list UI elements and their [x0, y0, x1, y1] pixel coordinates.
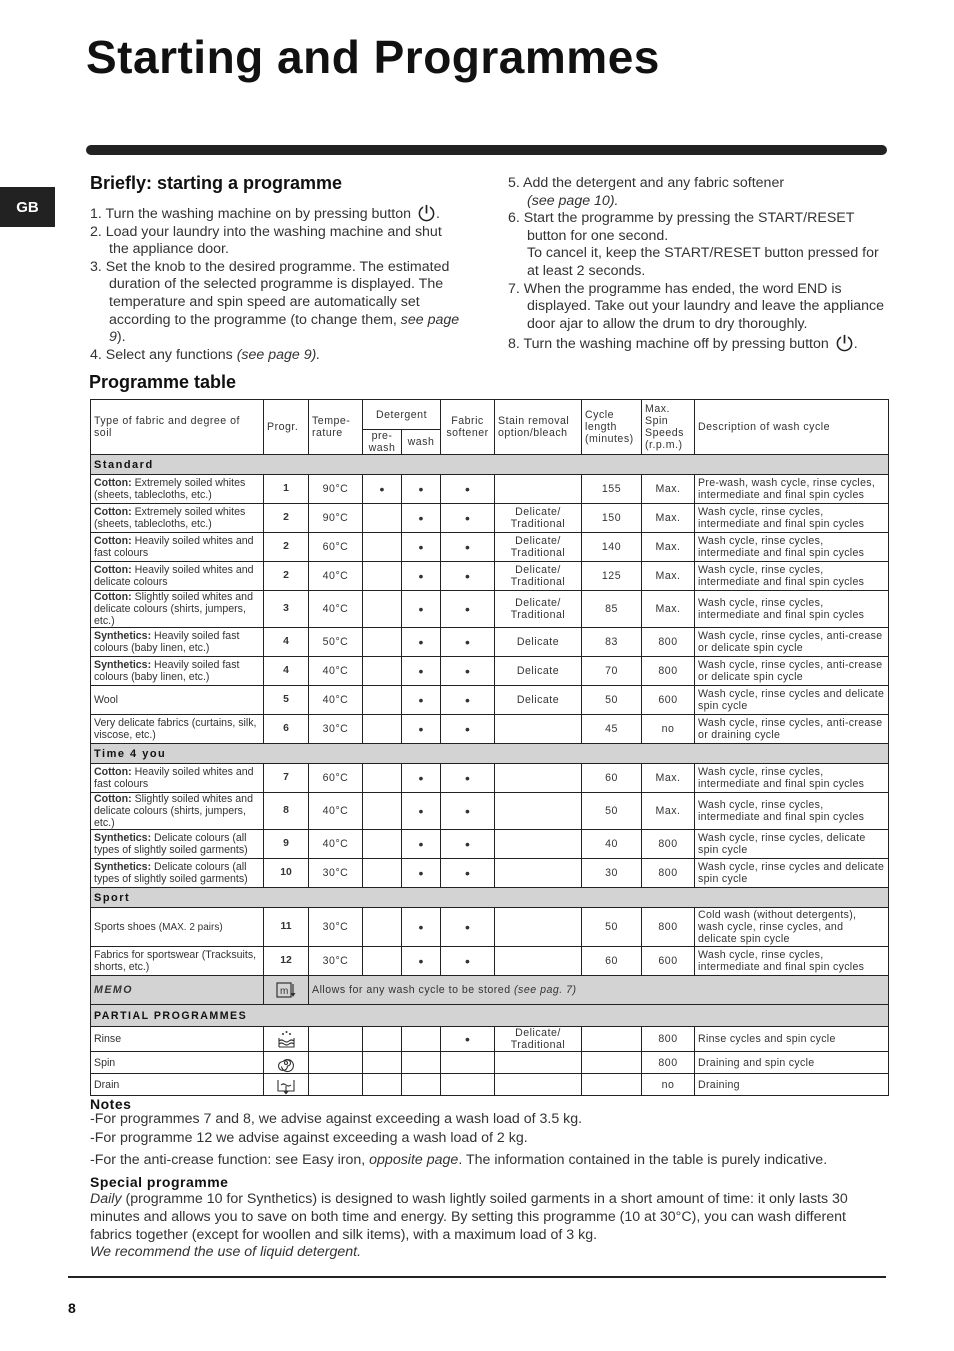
progr-cell: 3 — [264, 591, 309, 628]
prewash-cell — [363, 1052, 402, 1074]
softener-cell: • — [441, 686, 495, 715]
description-cell: Wash cycle, rinse cycles, delicate spin cycle — [695, 830, 889, 859]
wash-cell: • — [402, 591, 441, 628]
temperature-cell: 50°C — [309, 628, 363, 657]
description-cell: Wash cycle, rinse cycles, anti-crease or delicate spin cycle — [695, 657, 889, 686]
softener-cell: • — [441, 533, 495, 562]
stain-cell — [495, 947, 582, 976]
stain-cell — [495, 908, 582, 947]
cycle-cell: 50 — [582, 908, 642, 947]
softener-cell: • — [441, 628, 495, 657]
header-wash: wash — [402, 430, 441, 455]
svg-text:m: m — [280, 986, 289, 997]
temperature-cell: 30°C — [309, 715, 363, 744]
fabric-cell: Cotton: Heavily soiled whites and fast colours — [91, 533, 264, 562]
description-cell: Wash cycle, rinse cycles, intermediate and final spin cycles — [695, 591, 889, 628]
cycle-cell: 125 — [582, 562, 642, 591]
stain-cell: Delicate/ Traditional — [495, 562, 582, 591]
temperature-cell: 90°C — [309, 475, 363, 504]
table-row — [91, 591, 889, 628]
header-prewash: pre-wash — [363, 430, 402, 455]
cycle-cell: 30 — [582, 859, 642, 888]
fabric-cell: Cotton: Extremely soiled whites (sheets, tablecloths, etc.) — [91, 504, 264, 533]
fabric-cell: Wool — [91, 686, 264, 715]
softener-cell — [441, 1074, 495, 1096]
spin-cell: 800 — [642, 830, 695, 859]
wash-cell: • — [402, 628, 441, 657]
progr-cell: 4 — [264, 628, 309, 657]
programme-table-heading: Programme table — [89, 372, 237, 392]
prewash-cell — [363, 715, 402, 744]
title-rule — [86, 145, 887, 155]
note-2: -For programme 12 we advise against exceeding a wash load of 2 kg. — [90, 1130, 528, 1146]
section-sport-label: Sport — [91, 888, 889, 908]
progr-cell: 9 — [264, 830, 309, 859]
description-cell: Wash cycle, rinse cycles, intermediate and final spin cycles — [695, 504, 889, 533]
header-description: Description of wash cycle — [695, 400, 889, 455]
fabric-cell: Cotton: Heavily soiled whites and fast colours — [91, 764, 264, 793]
header-type: Type of fabric and degree of soil — [91, 400, 264, 455]
cycle-cell — [582, 1052, 642, 1074]
table-row — [91, 628, 889, 657]
temperature-cell: 60°C — [309, 764, 363, 793]
spin-cell: 800 — [642, 657, 695, 686]
cycle-cell: 83 — [582, 628, 642, 657]
section-time4you-label: Time 4 you — [91, 744, 889, 764]
wash-cell: • — [402, 859, 441, 888]
cycle-cell: 70 — [582, 657, 642, 686]
temperature-cell: 40°C — [309, 562, 363, 591]
progr-cell: 2 — [264, 562, 309, 591]
wash-cell: • — [402, 764, 441, 793]
fabric-cell: Fabrics for sportswear (Tracksuits, shorts, etc.) — [91, 947, 264, 976]
prewash-cell — [363, 657, 402, 686]
table-row — [91, 1052, 889, 1074]
stain-cell — [495, 859, 582, 888]
description-cell: Cold wash (without detergents), wash cycle, rinse cycles, and delicate spin cycle — [695, 908, 889, 947]
cycle-cell: 140 — [582, 533, 642, 562]
description-cell: Pre-wash, wash cycle, rinse cycles, intermediate and final spin cycles — [695, 475, 889, 504]
memo-description: Allows for any wash cycle to be stored (see pag. 7) — [309, 976, 889, 1005]
temperature-cell — [309, 1027, 363, 1052]
temperature-cell: 30°C — [309, 908, 363, 947]
prewash-cell — [363, 562, 402, 591]
header-progr: Progr. — [264, 400, 309, 455]
prewash-cell — [363, 533, 402, 562]
softener-cell: • — [441, 1027, 495, 1052]
header-temperature: Tempe-rature — [309, 400, 363, 455]
wash-cell: • — [402, 793, 441, 830]
fabric-cell: Sports shoes (MAX. 2 pairs) — [91, 908, 264, 947]
header-stain-removal: Stain removal option/bleach — [495, 400, 582, 455]
cycle-cell: 50 — [582, 793, 642, 830]
description-cell: Draining — [695, 1074, 889, 1096]
page-number: 8 — [68, 1300, 76, 1316]
section-sport — [91, 888, 889, 908]
stain-cell — [495, 715, 582, 744]
temperature-cell: 30°C — [309, 859, 363, 888]
stain-cell — [495, 1074, 582, 1096]
softener-cell: • — [441, 475, 495, 504]
spin-cell: 800 — [642, 1052, 695, 1074]
step-1: 1. Turn the washing machine on by pressing button . — [90, 203, 462, 224]
wash-cell: • — [402, 533, 441, 562]
header-spin-speed: Max. Spin Speeds (r.p.m.) — [642, 400, 695, 455]
spin-cell: no — [642, 1074, 695, 1096]
progr-cell: 2 — [264, 504, 309, 533]
fabric-cell: Synthetics: Heavily soiled fast colours (baby linen, etc.) — [91, 628, 264, 657]
header-detergent: Detergent — [363, 400, 441, 430]
note-1: -For programmes 7 and 8, we advise against exceeding a wash load of 3.5 kg. — [90, 1111, 583, 1127]
progr-cell: 1 — [264, 475, 309, 504]
description-cell: Wash cycle, rinse cycles and delicate spin cycle — [695, 686, 889, 715]
fabric-cell: Very delicate fabrics (curtains, silk, viscose, etc.) — [91, 715, 264, 744]
prewash-cell — [363, 793, 402, 830]
cycle-cell: 155 — [582, 475, 642, 504]
progr-cell: 8 — [264, 793, 309, 830]
table-row — [91, 686, 889, 715]
spin-cell: 800 — [642, 908, 695, 947]
temperature-cell: 90°C — [309, 504, 363, 533]
temperature-cell: 40°C — [309, 591, 363, 628]
fabric-cell: Cotton: Heavily soiled whites and delicate colours — [91, 562, 264, 591]
notes-heading: Notes — [90, 1096, 132, 1112]
partial-icon-cell — [264, 1074, 309, 1096]
language-tab: GB — [0, 187, 55, 227]
step-4: 4. Select any functions (see page 9). — [90, 346, 321, 363]
memo-label: MEMO — [91, 976, 264, 1005]
rinse-icon — [276, 1029, 296, 1049]
fabric-cell: Cotton: Extremely soiled whites (sheets, tablecloths, etc.) — [91, 475, 264, 504]
fabric-cell: Cotton: Slightly soiled whites and delicate colours (shirts, jumpers, etc.) — [91, 591, 264, 628]
stain-cell — [495, 764, 582, 793]
stain-cell: Delicate — [495, 686, 582, 715]
description-cell: Draining and spin cycle — [695, 1052, 889, 1074]
step-2: 2. Load your laundry into the washing machine and shut the appliance door. — [90, 223, 442, 258]
prewash-cell — [363, 859, 402, 888]
stain-cell: Delicate — [495, 628, 582, 657]
wash-cell: • — [402, 686, 441, 715]
spin-cell: no — [642, 715, 695, 744]
wash-cell: • — [402, 475, 441, 504]
spin-cell: 800 — [642, 859, 695, 888]
table-row — [91, 715, 889, 744]
table-row — [91, 475, 889, 504]
progr-cell: 10 — [264, 859, 309, 888]
spin-cell: Max. — [642, 533, 695, 562]
section-standard-label: Standard — [91, 455, 889, 475]
cycle-cell — [582, 1074, 642, 1096]
wash-cell: • — [402, 562, 441, 591]
cycle-cell: 60 — [582, 947, 642, 976]
softener-cell: • — [441, 793, 495, 830]
fabric-cell: Cotton: Slightly soiled whites and delicate colours (shirts, jumpers, etc.) — [91, 793, 264, 830]
section-time4you — [91, 744, 889, 764]
fabric-cell: Rinse — [91, 1027, 264, 1052]
progr-cell: 7 — [264, 764, 309, 793]
prewash-cell — [363, 908, 402, 947]
spin-cell: 800 — [642, 628, 695, 657]
table-row — [91, 793, 889, 830]
stain-cell: Delicate/ Traditional — [495, 504, 582, 533]
prewash-cell — [363, 830, 402, 859]
description-cell: Wash cycle, rinse cycles, intermediate and final spin cycles — [695, 764, 889, 793]
page-title: Starting and Programmes — [86, 31, 660, 83]
wash-cell — [402, 1052, 441, 1074]
section-partial-label: PARTIAL PROGRAMMES — [91, 1005, 889, 1027]
wash-cell: • — [402, 504, 441, 533]
softener-cell — [441, 1052, 495, 1074]
spin-cell: Max. — [642, 793, 695, 830]
spin-cell: Max. — [642, 562, 695, 591]
stain-cell — [495, 1052, 582, 1074]
step-8: 8. Turn the washing machine off by pressing button . — [508, 333, 886, 354]
prewash-cell: • — [363, 475, 402, 504]
table-row — [91, 657, 889, 686]
cycle-cell: 60 — [582, 764, 642, 793]
programme-table-body — [91, 455, 889, 1096]
description-cell: Wash cycle, rinse cycles, anti-crease or delicate spin cycle — [695, 628, 889, 657]
wash-cell: • — [402, 657, 441, 686]
drain-icon — [275, 1075, 297, 1095]
table-row — [91, 533, 889, 562]
cycle-cell: 40 — [582, 830, 642, 859]
header-fabric-softener: Fabric softener — [441, 400, 495, 455]
softener-cell: • — [441, 908, 495, 947]
fabric-cell: Synthetics: Delicate colours (all types of slightly soiled garments) — [91, 859, 264, 888]
temperature-cell: 40°C — [309, 686, 363, 715]
softener-cell: • — [441, 947, 495, 976]
bottom-rule — [68, 1276, 886, 1278]
spin-cell: Max. — [642, 475, 695, 504]
fabric-cell: Synthetics: Heavily soiled fast colours (baby linen, etc.) — [91, 657, 264, 686]
wash-cell: • — [402, 908, 441, 947]
temperature-cell: 40°C — [309, 657, 363, 686]
programme-table — [90, 399, 889, 1096]
description-cell: Wash cycle, rinse cycles, intermediate and final spin cycles — [695, 533, 889, 562]
spin-icon — [276, 1053, 296, 1073]
progr-cell: 4 — [264, 657, 309, 686]
step-7: 7. When the programme has ended, the word END is displayed. Take out your laundry and leave the appliance door ajar to allow the drum to dry thoroughly. — [508, 280, 885, 332]
header-cycle-length: Cycle length (minutes) — [582, 400, 642, 455]
prewash-cell — [363, 1074, 402, 1096]
temperature-cell: 30°C — [309, 947, 363, 976]
description-cell: Wash cycle, rinse cycles, intermediate and final spin cycles — [695, 562, 889, 591]
spin-cell: 800 — [642, 1027, 695, 1052]
step-3: 3. Set the knob to the desired programme. The estimated duration of the selected programme is displayed. The temperature and spin speed are automatically set according to the programme (to change them, see page 9). — [90, 258, 460, 346]
softener-cell: • — [441, 830, 495, 859]
memo-icon — [275, 980, 297, 1000]
section-standard — [91, 455, 889, 475]
table-row — [91, 764, 889, 793]
temperature-cell: 40°C — [309, 830, 363, 859]
spin-cell: Max. — [642, 504, 695, 533]
softener-cell: • — [441, 764, 495, 793]
description-cell: Wash cycle, rinse cycles and delicate spin cycle — [695, 859, 889, 888]
memo-row — [91, 976, 889, 1005]
spin-cell: Max. — [642, 764, 695, 793]
stain-cell — [495, 475, 582, 504]
table-row — [91, 947, 889, 976]
cycle-cell: 50 — [582, 686, 642, 715]
cycle-cell: 150 — [582, 504, 642, 533]
softener-cell: • — [441, 591, 495, 628]
prewash-cell — [363, 947, 402, 976]
table-row — [91, 1027, 889, 1052]
spin-cell: 600 — [642, 686, 695, 715]
fabric-cell: Synthetics: Delicate colours (all types of slightly soiled garments) — [91, 830, 264, 859]
wash-cell — [402, 1074, 441, 1096]
stain-cell — [495, 830, 582, 859]
softener-cell: • — [441, 504, 495, 533]
description-cell: Wash cycle, rinse cycles, anti-crease or draining cycle — [695, 715, 889, 744]
steps-list-right — [508, 175, 886, 354]
section-partial — [91, 1005, 889, 1027]
temperature-cell — [309, 1074, 363, 1096]
wash-cell: • — [402, 715, 441, 744]
progr-cell: 6 — [264, 715, 309, 744]
wash-cell: • — [402, 947, 441, 976]
special-programme-text: Daily (programme 10 for Synthetics) is designed to wash lightly soiled garments in a short amount of time: it only lasts 30 minutes and allows you to save on both time and energy. By setting this programme (10 at 30°C), you can wash different fabrics together (except for woollen and silk items), with a maximum load of 3 kg. We recommend the use of liquid detergent. — [90, 1191, 848, 1261]
temperature-cell — [309, 1052, 363, 1074]
progr-cell: 12 — [264, 947, 309, 976]
description-cell: Wash cycle, rinse cycles, intermediate and final spin cycles — [695, 947, 889, 976]
prewash-cell — [363, 764, 402, 793]
table-row — [91, 562, 889, 591]
stain-cell — [495, 793, 582, 830]
cycle-cell: 85 — [582, 591, 642, 628]
wash-cell: • — [402, 830, 441, 859]
spin-cell: 600 — [642, 947, 695, 976]
progr-cell: 11 — [264, 908, 309, 947]
progr-cell: 5 — [264, 686, 309, 715]
note-3: -For the anti-crease function: see Easy iron, opposite page. The information contained in the table is purely indicative. — [90, 1152, 828, 1168]
stain-cell: Delicate/ Traditional — [495, 1027, 582, 1052]
prewash-cell — [363, 504, 402, 533]
briefly-heading: Briefly: starting a programme — [90, 173, 343, 193]
stain-cell: Delicate/ Traditional — [495, 591, 582, 628]
power-icon — [835, 333, 854, 352]
fabric-cell: Drain — [91, 1074, 264, 1096]
progr-cell: 2 — [264, 533, 309, 562]
special-programme-heading: Special programme — [90, 1174, 229, 1190]
fabric-cell: Spin — [91, 1052, 264, 1074]
partial-icon-cell — [264, 1027, 309, 1052]
prewash-cell — [363, 686, 402, 715]
table-row — [91, 830, 889, 859]
stain-cell: Delicate — [495, 657, 582, 686]
table-row — [91, 1074, 889, 1096]
partial-icon-cell — [264, 1052, 309, 1074]
prewash-cell — [363, 1027, 402, 1052]
prewash-cell — [363, 591, 402, 628]
steps-list-left — [90, 203, 462, 364]
wash-cell — [402, 1027, 441, 1052]
step-6: 6. Start the programme by pressing the START/RESET button for one second. To cancel it, keep the START/RESET button pressed for at least 2 seconds. — [508, 210, 879, 279]
cycle-cell — [582, 1027, 642, 1052]
softener-cell: • — [441, 715, 495, 744]
cycle-cell: 45 — [582, 715, 642, 744]
description-cell: Rinse cycles and spin cycle — [695, 1027, 889, 1052]
table-row — [91, 859, 889, 888]
temperature-cell: 40°C — [309, 793, 363, 830]
softener-cell: • — [441, 562, 495, 591]
table-row — [91, 504, 889, 533]
softener-cell: • — [441, 657, 495, 686]
step-5: 5. Add the detergent and any fabric softener (see page 10). — [508, 175, 785, 209]
description-cell: Wash cycle, rinse cycles, intermediate and final spin cycles — [695, 793, 889, 830]
table-row — [91, 908, 889, 947]
memo-icon-cell — [264, 976, 309, 1005]
temperature-cell: 60°C — [309, 533, 363, 562]
power-icon — [417, 203, 436, 222]
softener-cell: • — [441, 859, 495, 888]
prewash-cell — [363, 628, 402, 657]
spin-cell: Max. — [642, 591, 695, 628]
stain-cell: Delicate/ Traditional — [495, 533, 582, 562]
